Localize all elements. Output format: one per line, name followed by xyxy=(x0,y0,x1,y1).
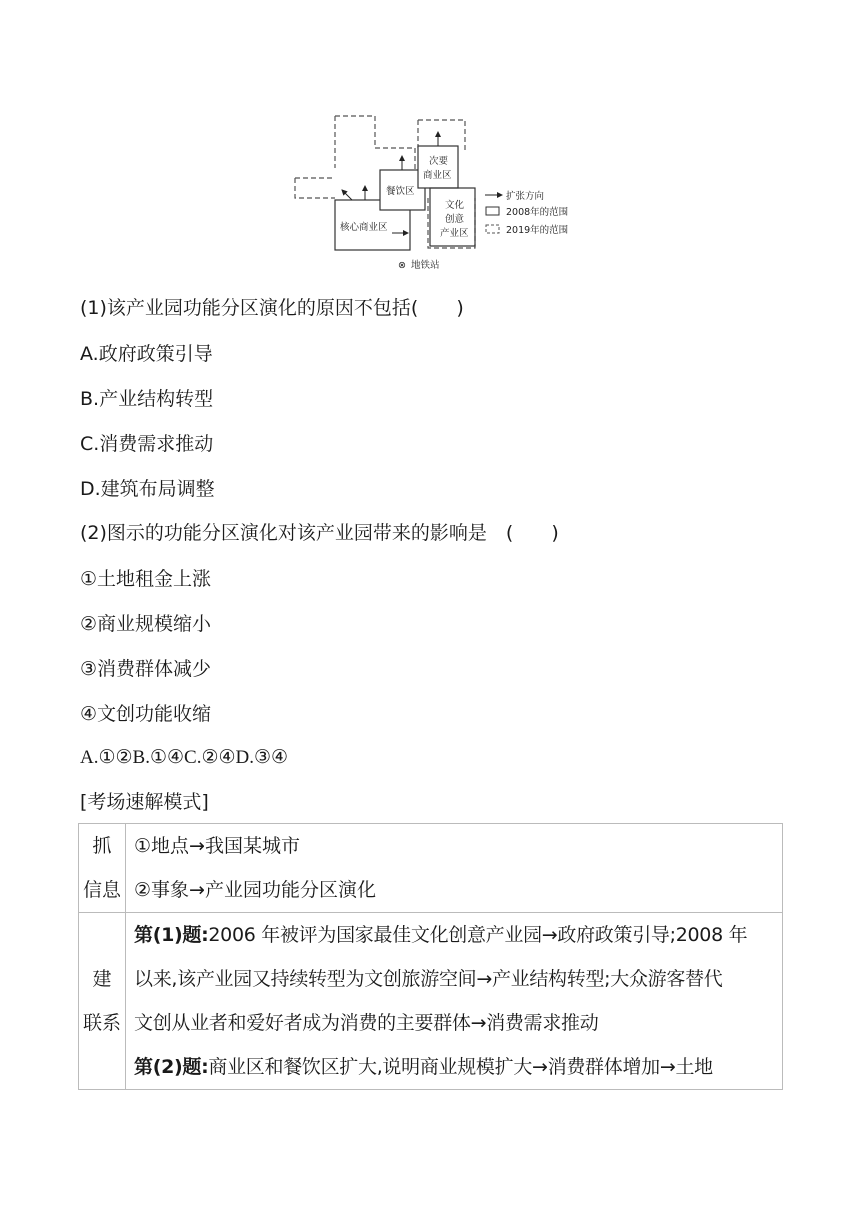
section-title: [考场速解模式] xyxy=(80,791,209,813)
legend-dashed-icon xyxy=(486,225,499,233)
q2-item-3: ③消费群体减少 xyxy=(80,658,212,680)
metro-station-label: 地铁站 xyxy=(411,260,440,271)
row2-q1-line-1: 第(1)题:2006 年被评为国家最佳文化创意产业园→政府政策引导;2008 年 xyxy=(134,924,748,946)
row2-head: 建 联系 xyxy=(79,913,126,1090)
row2-q2-line-1: 第(2)题:商业区和餐饮区扩大,说明商业规模扩大→消费群体增加→土地 xyxy=(134,1056,713,1078)
food-zone-label: 餐饮区 xyxy=(386,186,415,197)
culture-zone-label-1: 文化 xyxy=(445,200,465,211)
q1-stem: (1)该产业园功能分区演化的原因不包括( ) xyxy=(80,297,464,319)
q2-options: A.①②B.①④C.②④D.③④ xyxy=(80,747,289,768)
secondary-zone-label-1: 次要 xyxy=(429,156,449,167)
culture-zone-label-2: 创意 xyxy=(445,214,465,225)
core-zone-label: 核心商业区 xyxy=(340,222,388,233)
analysis-table xyxy=(78,823,783,1090)
legend-solid-icon xyxy=(486,207,499,215)
legend-solid-label: 2008年的范围 xyxy=(506,207,569,218)
culture-zone-label-3: 产业区 xyxy=(440,228,469,239)
row1-head: 抓 信息 xyxy=(79,824,126,913)
legend-dashed-label: 2019年的范围 xyxy=(506,225,569,236)
q1-option-a: A.政府政策引导 xyxy=(80,343,213,365)
table-row xyxy=(79,913,783,1090)
row1-body xyxy=(126,824,783,913)
q2-item-1: ①土地租金上涨 xyxy=(80,568,212,590)
row1-line-1: ①地点→我国某城市 xyxy=(134,835,300,857)
q2-item-2: ②商业规模缩小 xyxy=(80,613,212,635)
q2-stem: (2)图示的功能分区演化对该产业园带来的影响是 ( ) xyxy=(80,522,559,544)
metro-station-icon: ⊗ xyxy=(398,260,406,271)
secondary-zone-box xyxy=(418,146,458,188)
table-row xyxy=(79,824,783,913)
row1-line-2: ②事象→产业园功能分区演化 xyxy=(134,879,376,901)
legend-arrow-label: 扩张方向 xyxy=(506,191,545,202)
q1-option-c: C.消费需求推动 xyxy=(80,433,214,455)
legend xyxy=(485,190,568,236)
row2-body xyxy=(126,913,783,1090)
functional-zone-diagram xyxy=(280,108,590,273)
row2-q1-line-3: 文创从业者和爱好者成为消费的主要群体→消费需求推动 xyxy=(134,1012,599,1034)
q2-item-4: ④文创功能收缩 xyxy=(80,703,212,725)
q1-option-b: B.产业结构转型 xyxy=(80,388,214,410)
q1-option-d: D.建筑布局调整 xyxy=(80,478,215,500)
row2-q1-line-2: 以来,该产业园又持续转型为文创旅游空间→产业结构转型;大众游客替代 xyxy=(134,968,723,990)
secondary-zone-label-2: 商业区 xyxy=(423,170,452,181)
